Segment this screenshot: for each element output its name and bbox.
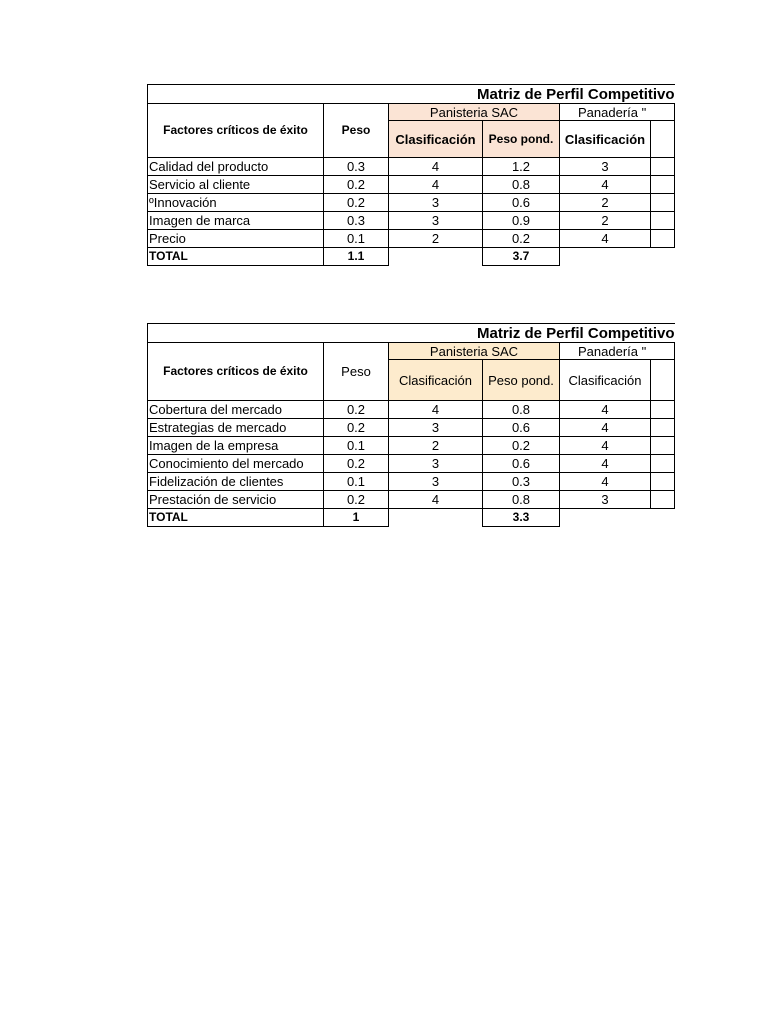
total-peso: 1.1	[324, 248, 389, 266]
company2-header: Panadería "	[560, 343, 675, 360]
table-row	[148, 455, 675, 473]
clas-cell: 3	[389, 419, 483, 437]
peso-pond-header: Peso pond.	[483, 360, 560, 401]
factor-cell: Imagen de la empresa	[148, 437, 324, 455]
factor-cell: ºInnovación	[148, 194, 324, 212]
pond-cell: 0.3	[483, 473, 560, 491]
clas-cell: 3	[389, 212, 483, 230]
clas2-cell: 4	[560, 401, 651, 419]
clas-cell: 4	[389, 158, 483, 176]
clas-cell: 3	[389, 473, 483, 491]
table-row	[148, 491, 675, 509]
pond-cell: 0.2	[483, 437, 560, 455]
pond-cell: 0.6	[483, 419, 560, 437]
clas2-cell: 4	[560, 176, 651, 194]
clas-cell: 4	[389, 491, 483, 509]
clas2-cell: 3	[560, 491, 651, 509]
table-row	[148, 230, 675, 248]
clas2-cell: 2	[560, 194, 651, 212]
clasificacion2-header: Clasificación	[560, 360, 651, 401]
peso-cell: 0.2	[324, 176, 389, 194]
clas2-cell: 4	[560, 473, 651, 491]
total-peso: 1	[324, 509, 389, 527]
clas2-cell: 3	[560, 158, 651, 176]
total-label: TOTAL	[148, 248, 324, 266]
factor-cell: Fidelización de clientes	[148, 473, 324, 491]
factor-cell: Estrategias de mercado	[148, 419, 324, 437]
peso-cell: 0.2	[324, 455, 389, 473]
factor-cell: Prestación de servicio	[148, 491, 324, 509]
table-row	[148, 473, 675, 491]
pond-cell: 0.6	[483, 455, 560, 473]
peso-cell: 0.3	[324, 158, 389, 176]
factor-header: Factores críticos de éxito	[148, 343, 324, 401]
pond-cell: 0.8	[483, 176, 560, 194]
factor-header: Factores críticos de éxito	[148, 104, 324, 158]
pond-cell: 0.8	[483, 401, 560, 419]
company1-header: Panisteria SAC	[389, 104, 560, 121]
peso-cell: 0.2	[324, 401, 389, 419]
peso-cell: 0.1	[324, 473, 389, 491]
company2-header: Panadería "	[560, 104, 675, 121]
peso-header: Peso	[324, 104, 389, 158]
clas2-cell: 4	[560, 419, 651, 437]
total-row	[148, 248, 675, 266]
total-row	[148, 509, 675, 527]
clas-cell: 2	[389, 437, 483, 455]
clas2-cell: 4	[560, 455, 651, 473]
factor-cell: Precio	[148, 230, 324, 248]
total-pond: 3.3	[483, 509, 560, 527]
pond-cell: 1.2	[483, 158, 560, 176]
total-pond: 3.7	[483, 248, 560, 266]
table-row	[148, 401, 675, 419]
total-label: TOTAL	[148, 509, 324, 527]
matrix-title: Matriz de Perfil Competitivo	[148, 324, 675, 343]
clas-cell: 3	[389, 194, 483, 212]
table-row	[148, 212, 675, 230]
matrix-table	[147, 323, 675, 527]
clas-cell: 4	[389, 401, 483, 419]
factor-cell: Servicio al cliente	[148, 176, 324, 194]
factor-cell: Conocimiento del mercado	[148, 455, 324, 473]
clasificacion2-header: Clasificación	[560, 121, 651, 158]
pond-cell: 0.2	[483, 230, 560, 248]
table-row	[148, 176, 675, 194]
peso-cell: 0.1	[324, 230, 389, 248]
competitive-profile-matrix-2	[147, 323, 675, 527]
clas-cell: 4	[389, 176, 483, 194]
clas-cell: 2	[389, 230, 483, 248]
clasificacion-header: Clasificación	[389, 360, 483, 401]
pond-cell: 0.8	[483, 491, 560, 509]
matrix-title: Matriz de Perfil Competitivo	[148, 85, 675, 104]
peso-cell: 0.2	[324, 491, 389, 509]
table-row	[148, 419, 675, 437]
peso-cell: 0.1	[324, 437, 389, 455]
table-row	[148, 158, 675, 176]
peso-pond-header: Peso pond.	[483, 121, 560, 158]
competitive-profile-matrix-1	[147, 84, 675, 266]
clas2-cell: 4	[560, 437, 651, 455]
clas-cell: 3	[389, 455, 483, 473]
company1-header: Panisteria SAC	[389, 343, 560, 360]
pond-cell: 0.9	[483, 212, 560, 230]
matrix-table	[147, 84, 675, 266]
factor-cell: Imagen de marca	[148, 212, 324, 230]
clas2-cell: 4	[560, 230, 651, 248]
factor-cell: Calidad del producto	[148, 158, 324, 176]
clas2-cell: 2	[560, 212, 651, 230]
peso-cell: 0.2	[324, 419, 389, 437]
peso-cell: 0.3	[324, 212, 389, 230]
factor-cell: Cobertura del mercado	[148, 401, 324, 419]
clasificacion-header: Clasificación	[389, 121, 483, 158]
peso-cell: 0.2	[324, 194, 389, 212]
pond-cell: 0.6	[483, 194, 560, 212]
table-row	[148, 194, 675, 212]
peso-header: Peso	[324, 343, 389, 401]
table-row	[148, 437, 675, 455]
